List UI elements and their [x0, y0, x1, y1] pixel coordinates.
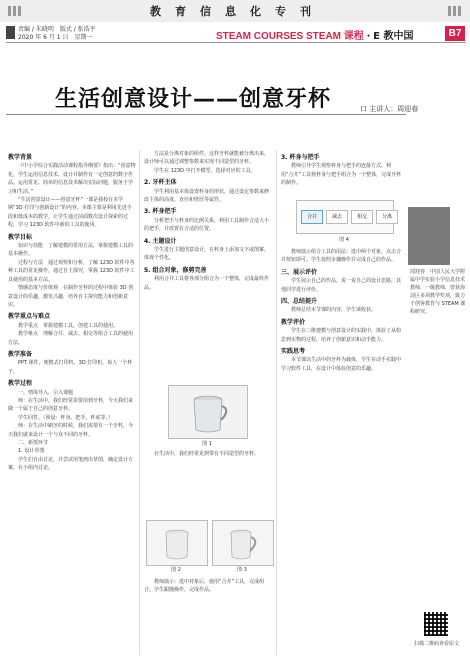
column-divider: [276, 150, 277, 655]
paragraph: 分析把手与杯身的比例关系，利用工具制作合适大小的把手，并放置在合适的位置。: [144, 217, 270, 233]
cup-handle-icon: [213, 521, 273, 565]
paragraph: 1. 设计草图: [18, 448, 45, 455]
text-column-3: [281, 150, 403, 188]
paragraph: 情感态度与价值观 在制作牙杯的过程中体验 3D 创意设计的乐趣，激发兴趣，培养自主探究能力和创新意识。: [8, 285, 134, 308]
masthead-tick: [8, 6, 11, 16]
paragraph: 方法是分离对象的组件。这样牙杯就能被分离出来，设计师可以通过调整参数来实现不同造型的牙杯。: [144, 151, 270, 166]
qr-code-icon: [424, 612, 448, 636]
paragraph: 教师演示：选中对象后，使用“合并”工具，完成组合。学生跟随操作，完成作品。: [144, 579, 265, 594]
steam-label: STEAM COURSES STEAM 课程: [216, 31, 364, 42]
paragraph: 师：在生活中刷牙的时候，我们需要有一个牙杯，今天我们就来设计一个与众不同的牙杯。: [8, 423, 134, 438]
author-photo: [408, 207, 450, 265]
masthead-tick: [453, 6, 456, 16]
paragraph: 学生在 123D 中打开模型，选择对应的工具。: [154, 167, 256, 174]
masthead-tick: [448, 6, 451, 16]
masthead-tick: [13, 6, 16, 16]
cup-render-icon: [169, 386, 247, 438]
date-line: 2020 年 6 月 1 日 星期一: [18, 34, 93, 41]
section-heading: 教学重点与难点: [8, 313, 51, 321]
combine-toolbar: [301, 210, 398, 224]
title-divider: [6, 114, 406, 115]
figure-3-caption: 图 3: [237, 567, 247, 573]
editor-line: 责编 / 朱晓明 版式 / 张浩平: [18, 26, 96, 33]
section-heading: 5. 组合对象，修剪完善: [144, 266, 207, 274]
merge-button: 合并: [301, 210, 323, 224]
paragraph: 教师总结本节课的内容，学生谈收获。: [291, 307, 377, 314]
figure-2: [146, 520, 208, 566]
subtract-button: 减去: [326, 210, 348, 224]
intersect-button: 相交: [351, 210, 373, 224]
tagline-dot: ·: [366, 31, 371, 42]
newspaper-logo: [6, 26, 15, 39]
section-heading: 四、总结提升: [281, 298, 318, 306]
page-number: B7: [445, 26, 465, 41]
paragraph: 利用合并工具将各部分组合为一个整体，完成最终作品。: [144, 276, 270, 291]
paragraph: 在生活中，我们经常见到带有不同造型的牙杯。: [154, 451, 260, 457]
header-divider: [6, 42, 466, 43]
paragraph: 《中小学综合实践活动课程指导纲要》指出：“创意物化，学生运用信息技术，设计并制作有一定创意的数字作品。运用常见、简单的信息技术解决实际问题，服务于学习和生活。”: [8, 163, 136, 195]
section-heading: 2. 牙杯主体: [144, 179, 177, 187]
article-author: 口 主讲人：周迎春: [360, 105, 419, 113]
paragraph: 教学重点 掌握建模工具，创建工具的使用。: [18, 322, 119, 329]
paragraph: 学生利用基本体设置杯身的形状，通过设定参数来修改主体的高度、直径和壁厚等属性。: [144, 188, 270, 204]
figure-3: [212, 520, 274, 566]
figure-1: [168, 385, 248, 439]
paragraph: PPT 课件，便携式打印机，3D 打印机，每人一个杯子。: [8, 360, 133, 375]
masthead-tick: [18, 6, 21, 16]
section-heading: 3. 杯身与把手: [281, 154, 320, 161]
figure-4-caption: 图 4: [339, 237, 349, 243]
figure-2-caption: 图 2: [171, 567, 181, 573]
masthead-strip: [0, 0, 470, 22]
paragraph: 学生们自由讨论，并尝试用笔画出草图，确定设计方案，在小组内讨论。: [8, 456, 134, 472]
paragraph: 一、情境导入，引入课题: [18, 389, 74, 396]
figure-1-caption: 图 1: [202, 441, 212, 447]
section-heading: 教学准备: [8, 350, 33, 358]
section-tagline: [216, 27, 413, 42]
paragraph: “生活创意设计——创意牙杯”一课是我校在本学期“3D 打印与创新设计”的内容。本课主要是利用先进手段和低成本的教学，让学生通过前面数次设计探索的过程，学习 123D 软件中新的工具的使用。: [8, 197, 132, 229]
masthead-tick: [458, 6, 461, 16]
paragraph: 教师演示组合工具的用法：选中两个对象，点击合并按钮即可。学生按照步骤操作并完成自己的作品。: [281, 249, 402, 264]
text-column-1: [8, 150, 136, 655]
paragraph: 二、新授环节: [18, 440, 49, 446]
section-heading: 三、展示评价: [281, 268, 318, 276]
text-column-2-mid: [144, 450, 272, 458]
paragraph: 学生进行主题创意设计，在杯身上添加文字或图案，体现个性化。: [144, 247, 270, 262]
section-heading: 3. 杯身把手: [144, 208, 177, 216]
paragraph: 学生在三维建模与创意设计的实践中，体验了从构思到实物的过程，培养了创新意识和动手能力。: [281, 328, 402, 343]
paragraph: 教学难点 理解合并、减去、相交等组合工具的使用方法。: [8, 331, 134, 346]
author-bio: 周迎春 中国人民大学附属中学实验小学信息技术教师，一级教师，曾获海淀区多项教学奖项，致力于创客教育与 STEAM 课程研究。: [410, 269, 466, 315]
paragraph: 学生回答。（预设：杯身、把手、杯底等。）: [18, 414, 114, 421]
section-name: E 教中国: [373, 31, 414, 42]
section-heading: 教学过程: [8, 380, 33, 388]
article-title: 生活创意设计——创意牙杯: [55, 87, 332, 112]
section-heading: 4. 主题设计: [144, 237, 177, 245]
section-heading: 实践思考: [281, 348, 306, 356]
masthead-title: 教育信息化专刊: [150, 5, 325, 18]
text-column-2-bottom: [144, 578, 272, 595]
qr-caption: 扫描二维码查看原文: [414, 641, 460, 647]
text-column-3-lower: [281, 248, 403, 653]
figure-4: [296, 200, 394, 234]
section-heading: 教学背景: [8, 154, 33, 161]
column-divider: [139, 150, 140, 655]
section-heading: 教学目标: [8, 233, 33, 241]
paragraph: 知识与技能 了解建模的常用方法，掌握建模工具的基本操作。: [8, 243, 134, 258]
cup-body-icon: [147, 521, 207, 565]
paragraph: 过程与方法 通过观察和分析，了解 123D 软件中各种工具的常见操作，通过自主探究，掌握 123D 软件中工具使用的基本方法。: [8, 259, 135, 283]
paragraph: 师：在生活中，我们经常需要用到牙杯，今天我们来做一个属于自己的创意牙杯。: [8, 397, 134, 413]
paragraph: 教师引导学生观察杯身与把手的连接方式，利用“合并”工具将杯身与把手组合为一个整体，完成牙杯的制作。: [281, 163, 402, 187]
paragraph: 本节课以生活中的牙杯为载体，学生在动手实践中学习软件工具，在设计中体验创意的乐趣。: [281, 357, 402, 372]
paragraph: 学生展示自己的作品，说一说自己的设计思路，其他同学进行评价。: [281, 278, 402, 293]
separate-button: 分离: [376, 210, 398, 224]
section-heading: 教学评价: [281, 318, 306, 326]
